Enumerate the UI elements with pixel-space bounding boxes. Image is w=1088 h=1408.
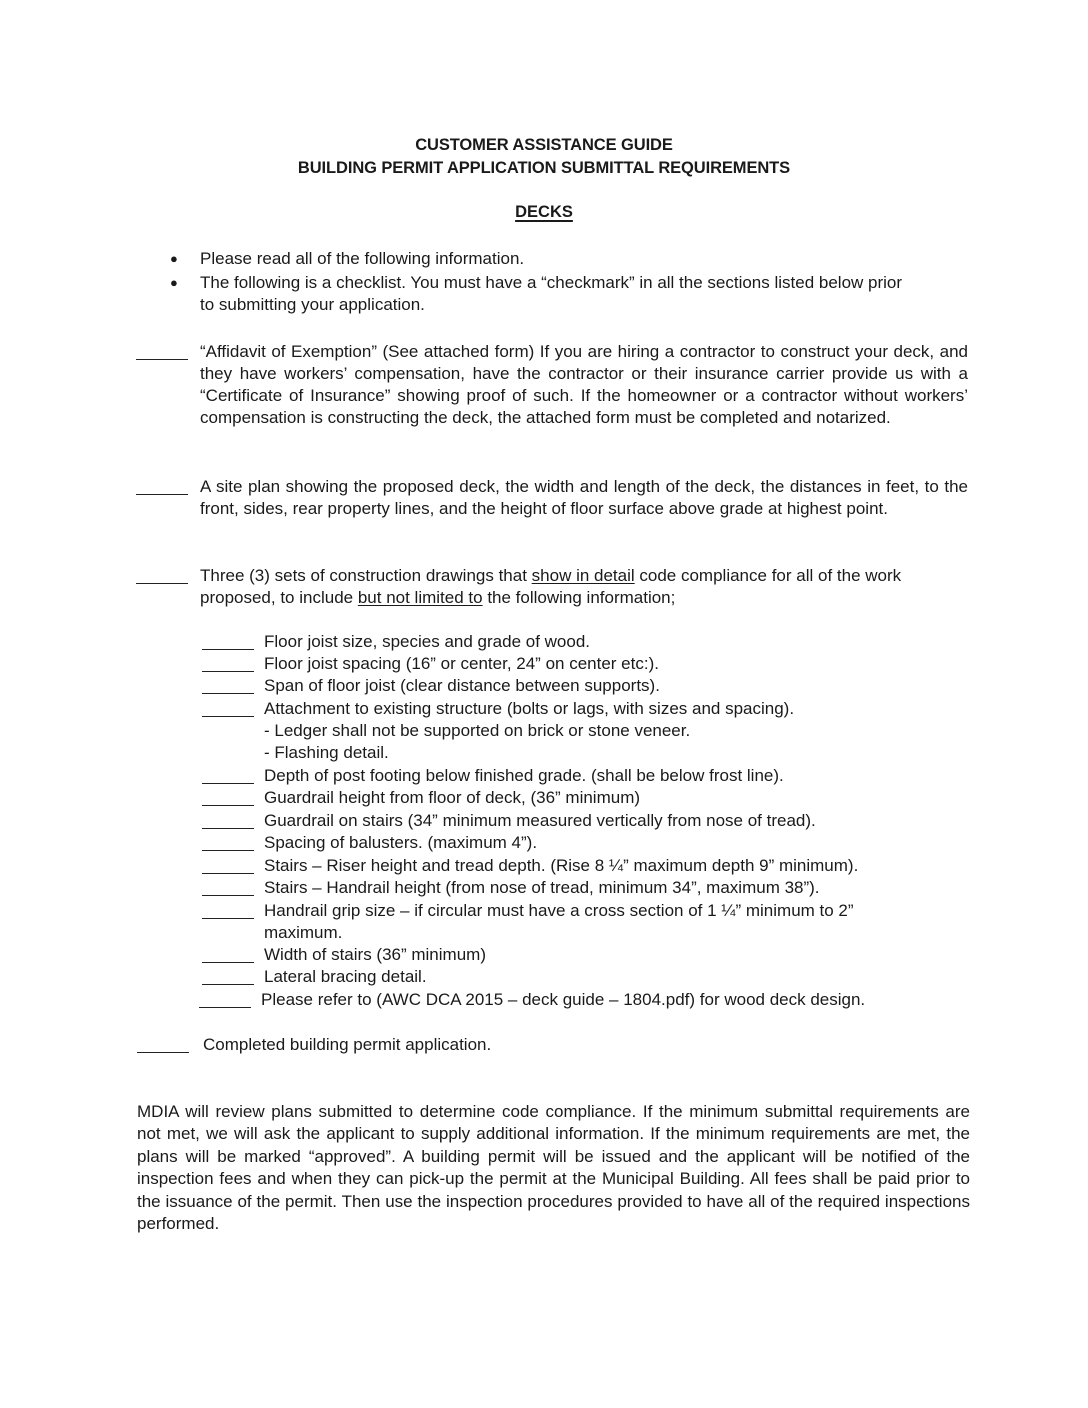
drawing-item-continuation: maximum. [264, 923, 343, 942]
closing-paragraph: MDIA will review plans submitted to determine code compliance. If the minimum submittal requirements are not met, we will ask the applicant to supply additional information. If the minimum requirements are met, the plans will be marked “approved”. A building permit will be issued and the applicant will be notified of the inspection fees and when they can pick-up the permit at the Municipal Building. All fees shall be paid prior to the issuance of the permit. Then use the inspection procedures provided to have all of the required inspections performed. [137, 1102, 970, 1234]
bullet-icon: ● [170, 275, 178, 290]
emphasis-underline: but not limited to [357, 588, 483, 607]
checkmark-blank[interactable] [202, 894, 254, 896]
drawing-item: Guardrail on stairs (34” minimum measured vertically from nose of tread). [264, 810, 964, 832]
checkmark-blank[interactable] [136, 358, 188, 360]
checkmark-blank[interactable] [202, 961, 254, 963]
checkmark-blank[interactable] [202, 804, 254, 806]
checkmark-blank[interactable] [202, 692, 254, 694]
checkmark-blank[interactable] [202, 715, 254, 717]
checkmark-blank[interactable] [137, 1051, 189, 1053]
checkmark-blank[interactable] [202, 827, 254, 829]
drawing-item: Stairs – Riser height and tread depth. (Rise 8 ¼” maximum depth 9” minimum). [264, 855, 964, 877]
checklist-item-site-plan: A site plan showing the proposed deck, the width and length of the deck, the distances in feet, to the front, sides, rear property lines, and the height of floor surface above grade at highest point. [200, 476, 968, 520]
checklist-item-drawings: Three (3) sets of construction drawings that show in detail code compliance for all of the work proposed, to include but not limited to the following information; [200, 565, 968, 609]
checkmark-blank[interactable] [199, 1006, 251, 1008]
checklist-item-permit-application: Completed building permit application. [203, 1034, 971, 1056]
checkmark-blank[interactable] [202, 849, 254, 851]
checkmark-blank[interactable] [202, 917, 254, 919]
checkmark-blank[interactable] [136, 493, 188, 495]
drawing-item: Floor joist spacing (16” or center, 24” on center etc:). [264, 653, 964, 675]
drawing-item: Stairs – Handrail height (from nose of tread, minimum 34”, maximum 38”). [264, 877, 964, 899]
intro-bullet: ● Please read all of the following information. [170, 249, 525, 268]
drawing-item: Attachment to existing structure (bolts or lags, with sizes and spacing). [264, 698, 964, 720]
drawing-item: Please refer to (AWC DCA 2015 – deck guide – 1804.pdf) for wood deck design. [261, 989, 961, 1011]
guide-title: CUSTOMER ASSISTANCE GUIDE [415, 136, 673, 154]
checkmark-blank[interactable] [202, 983, 254, 985]
checkmark-blank[interactable] [202, 648, 254, 650]
drawing-item: Guardrail height from floor of deck, (36” minimum) [264, 787, 964, 809]
section-title: DECKS [515, 203, 573, 221]
drawing-item: Floor joist size, species and grade of wood. [264, 631, 964, 653]
drawing-item: Spacing of balusters. (maximum 4”). [264, 832, 964, 854]
drawing-item: Lateral bracing detail. [264, 966, 964, 988]
checklist-item-affidavit: “Affidavit of Exemption” (See attached form) If you are hiring a contractor to construct your deck, and they have workers’ compensation, have the contractor or their insurance carrier provide us with a “Certificate of Insurance” showing proof of such. If the homeowner or a contractor without workers’ compensation is constructing the deck, the attached form must be completed and notarized. [200, 341, 968, 429]
emphasis-underline: show in detail [531, 566, 635, 585]
bullet-icon: ● [170, 251, 178, 266]
intro-bullet: ● The following is a checklist. You must have a “checkmark” in all the sections listed below prior to submitting your application. [170, 273, 903, 314]
checkmark-blank[interactable] [136, 582, 188, 584]
drawing-item: Span of floor joist (clear distance between supports). [264, 675, 964, 697]
checkmark-blank[interactable] [202, 782, 254, 784]
attachment-note: - Ledger shall not be supported on brick or stone veneer. [264, 721, 691, 740]
attachment-note: - Flashing detail. [264, 743, 389, 762]
guide-subtitle: BUILDING PERMIT APPLICATION SUBMITTAL REQUIREMENTS [297, 159, 791, 177]
checkmark-blank[interactable] [202, 872, 254, 874]
drawing-item: Width of stairs (36” minimum) [264, 944, 964, 966]
checkmark-blank[interactable] [202, 670, 254, 672]
drawing-item: Handrail grip size – if circular must have a cross section of 1 ¼” minimum to 2” [264, 900, 964, 922]
drawing-item: Depth of post footing below finished grade. (shall be below frost line). [264, 765, 964, 787]
